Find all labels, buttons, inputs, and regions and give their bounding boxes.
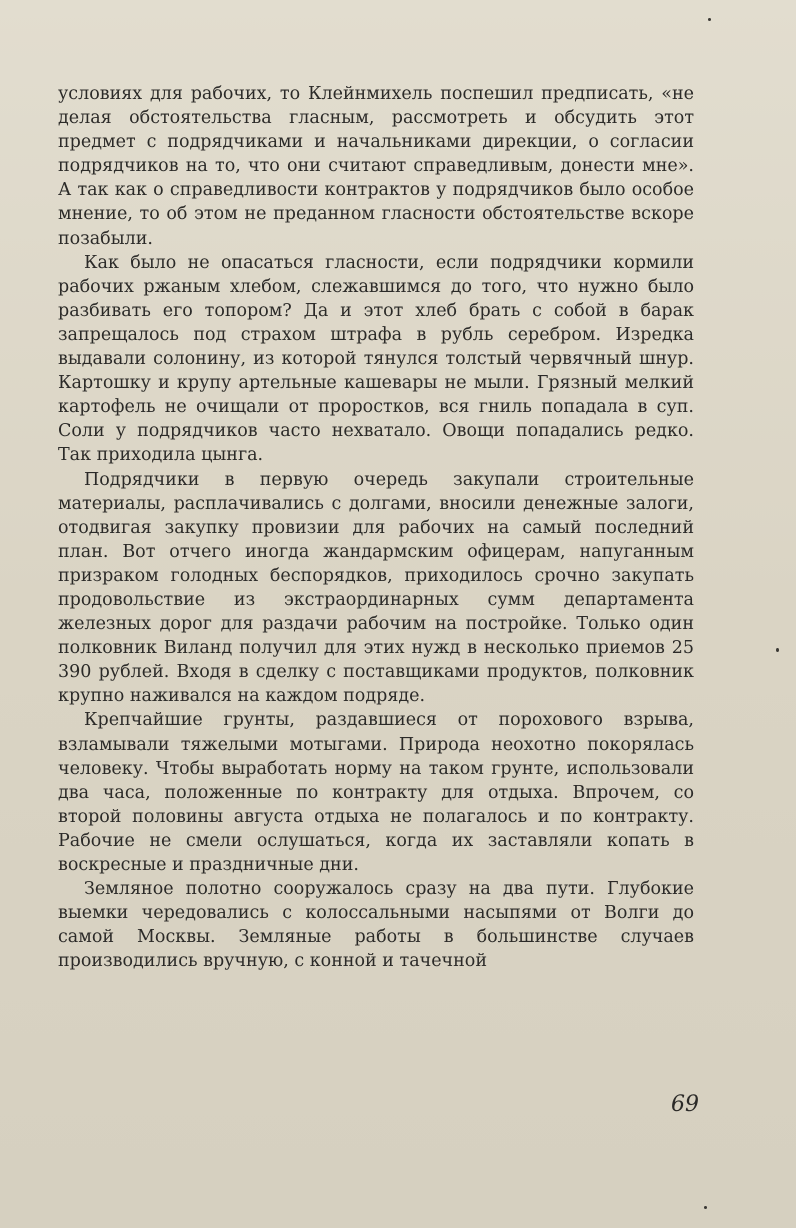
paper-speck	[708, 18, 711, 21]
paragraph-5: Земляное полотно сооружалось сразу на два пути. Глубокие выемки чередовались с колоссальными насыпями от Волги до самой Москвы. Земляные работы в большинстве случаев производились вручную, с конной и тачечной	[58, 879, 694, 972]
body-text	[58, 82, 694, 973]
paper-speck	[776, 648, 779, 652]
paragraph-2: Как было не опасаться гласности, если подрядчики кормили рабочих ржаным хлебом, слежавшимся до того, что нужно было разбивать его топором? Да и этот хлеб брать с собой в барак запрещалось под страхом штрафа в рубль серебром. Изредка выдавали солонину, из которой тянулся толстый червячный шнур. Картошку и крупу артельные кашевары не мыли. Грязный мелкий картофель не очищали от проростков, вся гниль попадала в суп. Соли у подрядчиков часто нехватало. Овощи попадались редко. Так приходила цынга.	[58, 252, 694, 466]
page-number: 69	[671, 1092, 699, 1117]
paragraph-3: Подрядчики в первую очередь закупали строительные материалы, расплачивались с долгами, вносили денежные залоги, отодвигая закупку провизии для рабочих на самый последний план. Вот отчего иногда жандармским офицерам, напуганным призраком голодных беспорядков, приходилось срочно закупать продовольствие из экстраординарных сумм департамента железных дорог для раздачи рабочим на постройке. Только один полковник Виланд получил для этих нужд в несколько приемов 25 390 рублей. Входя в сделку с поставщиками продуктов, полковник крупно наживался на каждом подряде.	[58, 469, 694, 707]
paper-speck	[704, 1206, 707, 1209]
paragraph-4: Крепчайшие грунты, раздавшиеся от порохового взрыва, взламывали тяжелыми мотыгами. Природа неохотно покорялась человеку. Чтобы выработать норму на таком грунте, использовали два часа, положенные по контракту для отдыха. Впрочем, со второй половины августа отдыха не полагалось и по контракту. Рабочие не смели ослушаться, когда их заставляли копать в воскресные и праздничные дни.	[58, 710, 694, 875]
paragraph-1: условиях для рабочих, то Клейнмихель поспешил предписать, «не делая обстоятельства гласным, рассмотреть и обсудить этот предмет с подрядчиками и начальниками дирекции, о согласии подрядчиков на то, что они считают справедливым, донести мне». А так как о справедливости контрактов у подрядчиков было особое мнение, то об этом не преданном гласности обстоятельстве вскоре позабыли.	[58, 84, 694, 249]
